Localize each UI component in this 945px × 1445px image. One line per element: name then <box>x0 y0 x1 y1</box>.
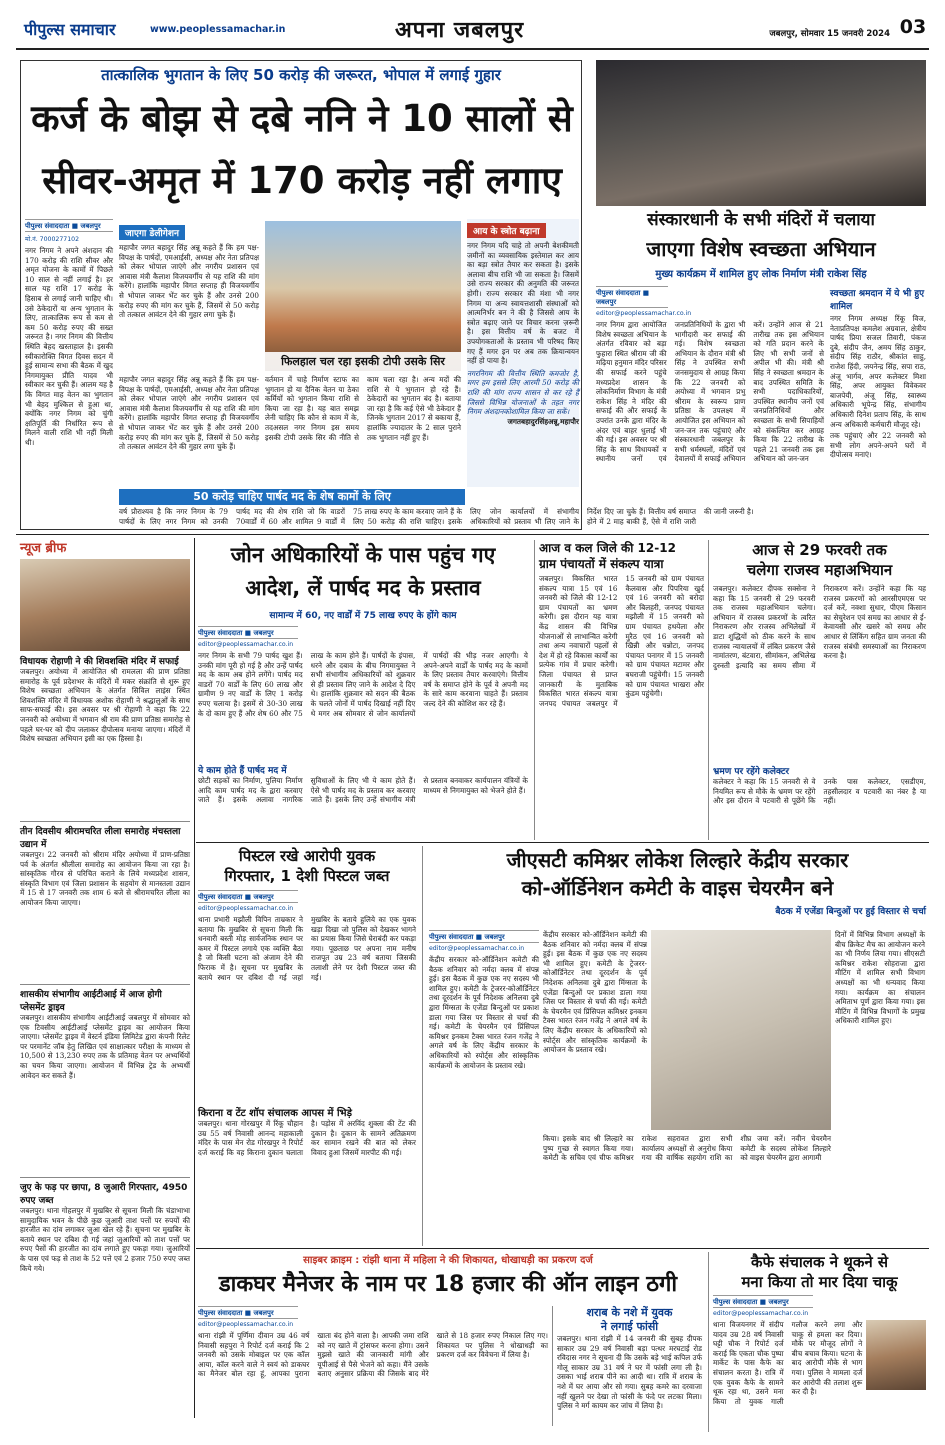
delegation-body: महापौर जगत बहादुर सिंह अन्नू कहते हैं कि हम पक्ष-विपक्ष के पार्षदों, एमआईसी, अध्यक्ष और नेता प्रतिपक्ष को लेकर भोपाल जाएंगे और नगरीय प्रशासन एवं आवास मंत्री कैलाश विजयवर्गीय से यह राशि की मांग करेंगे। हालांकि महापौर विगत सप्ताह ही विजयवर्गीय से भोपाल जाकर भेंट कर चुके हैं और उनसे 200 करोड़ रुपए की मांग कर चुके हैं, जिसमें से 50 करोड़ तो तत्काल आवंटन देने की गुहार लगा चुके हैं। <box>119 243 259 320</box>
temple-subhead: मुख्य कार्यक्रम में शामिल हुए लोक निर्माण मंत्री राकेश सिंह <box>655 269 867 280</box>
pistol-email: editor@peoplessamachar.co.in <box>198 905 294 912</box>
yatra-headline-line1: आज व कल जिले की 12-12 <box>539 541 676 555</box>
pistol-sub-title: किराना व टेंट शॉप संचालक आपस में भिड़े <box>198 1108 352 1119</box>
zone-subhead: सामान्य में 60, नए वार्डों में 75 लाख रुपए के होंगे काम <box>269 611 457 621</box>
gst-bottom-body: किया। इसके बाद श्री लिल्हारे का पुष्प गुच्छ से स्वागत किया गया। कमेटी के सचिव एवं चीफ कमिश्नर राकेश सहरावत द्वारा सभी कार्यालय अध्यक्षों से अनुरोध किया गया की वार्षिक सहयोग राशि का शीघ्र जमा करें। नवीन चेयरमैन कमेटी के सदस्य लोकेश लिल्हारे को वाइस चेयरमैन द्वारा आगामी <box>543 1134 831 1163</box>
temple-side-title: स्वच्छता श्रमदान में ये भी हुए शामिल <box>830 289 925 312</box>
brief-column-rule <box>194 538 195 1418</box>
lead-headline-line1: कर्ज के बोझ से दबे ननि ने 10 सालों से <box>31 97 573 140</box>
revenue-sub-body: कलेक्टर ने कहा कि 15 जनवरी से वे नियमित रूप से मौके के भ्रमण पर रहेंगे और इस दौरान वे पटवारी से पूछेंगे कि उनके पास कलेक्टर, एसडीएम, तहसीलदार व पटवारी का नंबर है या नहीं। <box>713 777 926 806</box>
temple-body: नगर निगम द्वारा आयोजित विशेष स्वच्छता अभियान के अंतर्गत रविवार को बड़ा फुहारा स्थित श्रीराम जी की मढ़िया हनुमान मंदिर परिसर की सफाई करने पहुंचे मध्यप्रदेश शासन के लोकनिर्माण विभाग के मंत्री राकेश सिंह ने मंदिर की सफाई की और सफाई के उपरांत उनके द्वारा मंदिर के अंदर एवं बाहर धुलाई भी की गई। इस अवसर पर श्री सिंह के साथ विधायकों व स्थानीय जनों एवं जनप्रतिनिधियों के द्वारा भी भागीदारी कर सफाई की गई। विशेष स्वच्छता अभियान के दौरान मंत्री श्री सिंह ने उपस्थित सभी जनसमुदाय से आग्रह किया कि 22 जनवरी को अयोध्या में भगवान प्रभु श्रीराम के स्वरूप प्राण प्रतिष्ठा के उपलक्ष्य में आयोजित इस अभियान को जन-जन तक पहुंचाएं और संस्कारधानी जबलपुर के सभी धर्मस्थलों, मंदिरों एवं देवालयों में सफाई अभियान करें। उन्होंने आज से 21 तारीख तक इस अभियान को गति प्रदान करने के लिए भी सभी जनों से अपील भी की। मंत्री श्री सिंह ने स्वच्छता श्रमदान के बाद उपस्थित समिति के सभी पदाधिकारियों, उपस्थित स्थानीय जनों एवं जनप्रतिनिधियों और स्वच्छता के सभी सिपाहियों को संकल्पित कर आग्रह किया कि 22 तारीख के पहले 21 जनवरी तक इस अभियान को जन-जन <box>596 320 824 464</box>
brief-item <box>20 821 190 980</box>
gst-email: editor@peoplessamachar.co.in <box>429 945 525 952</box>
temple-byline: पीपुल्स संवाददाता ■ जबलपुर <box>596 286 668 308</box>
cyber-email: editor@peoplessamachar.co.in <box>198 1321 294 1328</box>
zone-sub-body: छोटी सड़कों का निर्माण, पुलिया निर्माण आदि काम पार्षद मद के द्वारा करवाए जाते हैं। इसके अलावा नागरिक सुविधाओं के लिए भी ये काम होते हैं। ऐसे भी पार्षद मद के प्रस्ताव कर करवाए जाते हैं। इसके लिए उन्हें संभागीय मंत्री से प्रस्ताव बनवाकर कार्यपालन यंत्रियों के माध्यम से निगमायुक्त को भेजने होते हैं। <box>198 776 528 805</box>
pistol-sub-body: जबलपुर। थाना गोरखपुर में रिंकू चौहान उम्र 55 वर्ष निवासी आनन्द महाकाली मंदिर के पास मेन रोड गोरखपुर ने रिपोर्ट दर्ज कराई कि वह किराना दुकान चलाता है। पड़ोस में अरविंद शुक्ला की टेंट की दुकान है। दुकान के सामने अतिक्रमण कर सामान रखने की बात को लेकर विवाद हुआ जिसमें मारपीट की गई। <box>198 1119 416 1157</box>
pistol-story <box>198 846 416 1246</box>
brief-title: तीन दिवसीय श्रीरामचरित लीला समारोह मंचस्तला उद्यान में <box>20 827 181 850</box>
gst-headline-line1: जीएसटी कमिश्नर लोकेश लिल्हारे केंद्रीय सरकार <box>506 848 849 872</box>
photo-caption: फिलहाल चल रहा इसकी टोपी उसके सिर <box>265 352 461 371</box>
brief-item <box>20 654 190 817</box>
yatra-headline-line2: ग्राम पंचायतों में संकल्प यात्रा <box>539 557 664 571</box>
lead-byline: पीपुल्स संवाददाता ■ जबलपुर <box>25 219 113 232</box>
gst-body: केंद्रीय सरकार को-ऑर्डिनेशन कमेटी की बैठक शनिवार को नर्मदा क्लब में संपन्न हुई। इस बैठक में कुछ एक नए सदस्य भी शामिल हुए। कमेटी के ट्रेजरर-कोऑर्डिनेटर तथा दूरदर्शन के पूर्व निदेशक अनिलवा दुबे द्वारा मिंग्सता के एजेंडा बिन्दुओं पर प्रकाश डाला गया जिस पर विस्तार से चर्चा की गई। कमेटी के चेयरमैन एवं प्रिंसिपल कमिश्नर इनकम टैक्स भारत रंजन गजेंद्र ने अगले वर्ष के लिए केंद्रीय सरकार के अधिकारियों को स्पोर्ट्स और सांस्कृतिक कार्यक्रमों के आयोजन के प्रस्ताव रखे। <box>429 955 539 1070</box>
gst-headline-line2: को-ऑर्डिनेशन कमेटी के वाइस चेयरमैन बने <box>521 876 834 900</box>
revenue-story <box>708 540 926 840</box>
zone-headline-line2: आदेश, लें पार्षद मद के प्रस्ताव <box>245 576 481 600</box>
masthead-rule <box>16 48 929 50</box>
zone-email: editor@peoplessamachar.co.in <box>198 641 294 648</box>
zone-byline: पीपुल्स संवाददाता ■ जबलपुर <box>198 626 298 639</box>
lead-main-column <box>25 219 113 487</box>
masthead-logo: पीपुल्स समाचार <box>24 20 116 39</box>
lead-phone: मो.नं. 7000277102 <box>25 236 80 243</box>
revenue-headline-line2: चलेगा राजस्व महाअभियान <box>746 561 893 579</box>
temple-headline-line1: संस्कारधानी के सभी मंदिरों में चलाया <box>647 210 875 230</box>
cafe-headline-line1: कैफे संचालक ने थूकने से <box>750 1253 889 1271</box>
lead-kicker: तात्कालिक भुगतान के लिए 50 करोड़ की जरूरत, भोपाल में लगाई गुहार <box>101 66 501 84</box>
temple-sidebar <box>830 286 926 526</box>
ward-fund-strip-title: 50 करोड़ चाहिए पार्षद मद के शेष कामों के लिए <box>119 489 465 505</box>
liquor-story <box>552 1306 702 1426</box>
cyber-body-block <box>198 1306 548 1426</box>
gst-subhead: बैठक में एजेंडा बिन्दुओं पर हुई विस्तार से चर्चा <box>775 907 926 917</box>
gst-story <box>422 846 926 1246</box>
cafe-illustration <box>866 1320 926 1390</box>
temple-headline-line2: जाएगा विशेष स्वच्छता अभियान <box>646 237 876 261</box>
temple-email: editor@peoplessamachar.co.in <box>596 310 692 317</box>
pistol-headline-line2: गिरफ्तार, 1 देशी पिस्टल जब्त <box>224 867 390 885</box>
municipal-building-photo <box>265 221 461 371</box>
brief-item <box>20 984 190 1173</box>
ward-fund-strip-body: वर्ष प्रौराश्यव है कि नगर निगम के 79 पार्षदों के लिए नगर निगम को उनकी पार्षद मद की शेष राशि जो कि वाडरों 70वार्डों में 60 और शामिल 9 वार्डों में 75 लाख रुपए के काम करवाए जाने हैं के लिए 50 करोड़ की राशि चाहिए। इसके लिए जोन कार्यालयों में संभागीय अधिकारियों को प्रस्ताव भी लिए जाने के निर्देश दिए जा चुके हैं। वित्तीय वर्ष समाप्त होने में 2 माह बाकी हैं, ऐसे में राशि जारी की जानी जरूरी है। <box>119 507 754 526</box>
upper-section-rule <box>16 534 929 535</box>
masthead-section: अपना जबलपुर <box>395 18 525 43</box>
temple-tail: तक पहुंचाएं और 22 जनवरी को सभी लोग अपने-अपने घरों में दीपोत्सव मनाएं। <box>830 431 926 460</box>
brief-body: जबलपुर। 22 जनवरी को श्रीराम मंदिर अयोध्या में प्राण-प्रतिष्ठा पर्व के अंतर्गत श्रीलीला समारोह का आयोजन किया जा रहा है। सांस्कृतिक गौरव से परिचित कराने के लिये मध्यप्रदेश शासन, संस्कृति विभाग एवं जिला प्रशासन के सहयोग से मानस्तला उद्यान में 15 से 17 जनवरी तक शाम 6 बजे से श्रीरामचरित लीला का आयोजन किया जाएगा। <box>20 850 190 907</box>
revenue-body: जबलपुर। कलेक्टर दीपक सक्सेना ने कहा कि 15 जनवरी से 29 फरवरी तक राजस्व महाअभियान चलेगा। अभियान में राजस्व प्रकरणों के त्वरित निराकरण और राजस्व अभिलेखों में डाटा शुद्धियों को ठीक करने के साथ राजस्व न्यायालयों में लंबित प्रकरण जैसे नामांतरण, बंटवारा, सीमांकन, अभिलेख दुरुस्ती इत्यादि का समय सीमा में निराकरण करें। उन्होंने कहा कि यह राजस्व प्रकरणों को आरसीएमएस पर दर्ज करें, नक्शा सुधार, पीएम किसान का सेचुरेशन एवं समग्र का आधार से ई-केवायसी और खसरे को समग्र और आधार से लिंकिंग सहित ग्राम जनता की राजस्व संबंधी समस्याओं का निराकरण करना है। <box>713 584 926 670</box>
cafe-headline-line2: मना किया तो मार दिया चाकू <box>741 1273 898 1291</box>
mayor-sign: जगतबहादुरसिंहअन्नू,महापौर <box>507 416 579 426</box>
cafe-body: थाना विजयनगर में संदीप यादव उम्र 28 वर्ष निवासी घट्टी चौक ने रिपोर्ट दर्ज कराई कि एकता चौक पुष्पा मार्केट के पास कैफे का संचालन करता है। रात्रि में एक युवक कैफे के सामने थूक रहा था, उसने मना किया तो युवक गाली गलौज करने लगा और चाकू से हमला कर दिया। मौके पर मौजूद लोगों ने बीच बचाव किया। घटना के बाद आरोपी मौके से भाग गया। पुलिस ने मामला दर्ज कर आरोपी की तलाश शुरू कर दी है। <box>713 1320 863 1406</box>
gst-mid-column: केंद्रीय सरकार को-ऑर्डिनेशन कमेटी की बैठक शनिवार को नर्मदा क्लब में संपन्न हुई। इस बैठक में कुछ एक नए सदस्य भी शामिल हुए। कमेटी के ट्रेजरर-कोऑर्डिनेटर तथा दूरदर्शन के पूर्व निदेशक अनिलवा दुबे द्वारा मिंग्सता के एजेंडा बिन्दुओं पर प्रकाश डाला गया जिस पर विस्तार से चर्चा की गई। कमेटी के चेयरमैन एवं प्रिंसिपल कमिश्नर इनकम टैक्स भारत रंजन गजेंद्र ने अगले वर्ष के लिए केंद्रीय सरकार के अधिकारियों को स्पोर्ट्स और सांस्कृतिक कार्यक्रमों के आयोजन के प्रस्ताव रखे। <box>543 930 647 1055</box>
masthead-dateline: जबलपुर, सोमवार 15 जनवरी 2024 <box>769 29 890 39</box>
gst-right-column: दिनों में विभिन्न विभाग अध्यक्षों के बीच क्रिकेट मैच का आयोजन करने का भी निर्णय लिया गया। सीएसटी कमिश्नर राकेश सोहराजा द्वारा मीटिंग में शामिल सभी विभाग अध्यक्षों का भी धन्यवाद किया गया। कार्यक्रम का संचालन अमिताभ पूर्ण द्वारा किया गया। इस मीटिंग में विभिन्न विभागों के प्रमुख अधिकारी शामिल हुए। <box>835 930 925 1026</box>
cyber-body: थाना रांझी में पूर्णिमा दीवान उम्र 46 वर्ष निवासी सहपुरा ने रिपोर्ट दर्ज कराई कि 2 जनवरी को उसके मोबाइल पर एक कॉल आया, कॉल करने वाले ने स्वयं को डाकघर का मैनेजर बोल रहा हूं, आपका पुराना खाता बंद होने वाला है। आपकी जमा राशि को नए खाते में ट्रांसफर करना होगा। उसने मुझसे खाते की जानकारी मांगी और यूपीआई से पैसे भेजने को कहा। मैंने उसके बताए अनुसार प्रक्रिया की जिसके बाद मेरे खाते से 18 हजार रुपए निकाल लिए गए। शिकायत पर पुलिस ने धोखाधड़ी का प्रकरण दर्ज कर विवेचना में लिया है। <box>198 1331 548 1379</box>
mayor-quote: नगरनिगम की वित्तीय स्थिति कमजोर है, मगर हम इससे लिए आरमी 50 करोड़ की राशि की मांग राज्य शासन से कर रहे हैं जिससे विभिन्न योजनाओं के तहत नगर निगम अंशदानकोशामिल किया जा सकें। <box>467 368 579 417</box>
zone-headline-line1: जोन अधिकारियों के पास पहुंच गए <box>230 543 496 567</box>
cyber-headline: डाकघर मैनेजर के नाम पर 18 हजार की ऑन लाइन ठगी <box>218 1272 678 1297</box>
income-sidebar <box>467 219 579 487</box>
masthead <box>0 0 945 50</box>
pistol-headline-line1: पिस्टल रखे आरोपी युवक <box>238 847 376 865</box>
gst-meeting-photo <box>651 930 831 1130</box>
cyber-kicker: साइबर क्राइम : रांझी थाना में महिला ने की शिकायत, धोखाधड़ी का प्रकरण दर्ज <box>303 1255 593 1266</box>
page-number: 03 <box>899 16 927 38</box>
lower-section-rule <box>196 1248 929 1249</box>
income-tag: आय के स्त्रोत बढ़ाना <box>467 223 546 238</box>
gst-left-column <box>429 930 539 1130</box>
cafe-byline: पीपुल्स संवाददाता ■ जबलपुर <box>713 1295 813 1308</box>
cyber-byline: पीपुल्स संवाददाता ■ जबलपुर <box>198 1306 298 1319</box>
masthead-website: www.peoplessamachar.in <box>150 24 286 35</box>
pistol-byline: पीपुल्स संवाददाता ■ जबलपुर <box>198 890 298 903</box>
brief-body: जबलपुर। शासकीय संभागीय आईटीआई जबलपुर में सोमवार को एक टिवसीय आईटीआई प्लेसमेंट ड्राइव का आयोजन किया जाएगा। प्लेसमेंट ड्राइव में वेस्टर्न इंडिया लिमिटेड द्वारा कंपनी रिलेट पर परमानेंट जॉब हेतु लिखित एवं साक्षात्कार परीक्षा के माध्यम से 10,500 से 13,230 रुपए तक के प्रतिमाह वेतन पर अभ्यर्थियों का चयन किया जाएगा। आयोजन में विभिन्न ट्रेड के अभ्यर्थी आवेदन कर सकते हैं। <box>20 1013 190 1080</box>
middle-section-rule <box>196 842 929 843</box>
pistol-body: थाना प्रभारी मझौली विपिन ताम्रकार ने बताया कि मुखबिर से सूचना मिली कि धनवारी बस्ती मोड़ सार्वजनिक स्थान पर कमर में पिस्टल लगाये एक व्यक्ति बैठा है जो किसी घटना को अंजाम देने की फिराक में है। सूचना पर मुखबिर के बताये स्थान पर दबिश दी गई जहां मुखबिर के बताये हुलिये का एक युवक खड़ा दिखा जो पुलिस को देखकर भागने का प्रयास किया जिसे घेराबंदी कर पकड़ा गया। पूछताछ पर अपना नाम मनीष राजपूत उम्र 23 वर्ष बताया जिसकी तलाशी लेने पर देशी पिस्टल जब्त की गई। <box>198 915 416 982</box>
revenue-headline-line1: आज से 29 फरवरी तक <box>752 541 887 559</box>
cafe-story <box>708 1252 926 1432</box>
lead-body: नगर निगम ने अपने अंशदान की 170 करोड़ की राशि सीवर और अमृत योजना के कामों में पिछले 10 साल से नहीं लगाई है। हर साल यह राशि 17 करोड़ के हिसाब से लगाई जानी चाहिए थी। उसे ठेकेदारों या अन्य भुगतान के लिए, तात्कालिक रूप से कम से कम 50 करोड़ रुपए की सख्त जरूरत है। नगर निगम की वित्तीय स्थिति बेहद खस्ताहाल है। इसकी स्वीकारोक्ति विगत दिवस सदन में हुई सामान्य सभा की बैठक में खुद निगमायुक्त प्रीति यादव भी स्वीकार कर चुकी हैं। आलम यह है कि विगत माह वेतन का भुगतान भी बेहद मुश्किल से हुआ था, क्योंकि नगर निगम को चुंगी क्षतिपूर्ति की निर्धारित रूप से मिलने वाली राशि भी नहीं मिली थी। <box>25 246 113 447</box>
news-brief-column <box>20 538 190 1418</box>
liquor-headline-line1: शराब के नशे में युवक <box>586 1306 673 1319</box>
zone-sub-title: ये काम होते हैं पार्षद मद में <box>198 766 287 776</box>
temple-body-block <box>596 286 824 526</box>
lead-box-continuation: महापौर जगत बहादुर सिंह अन्नू कहते हैं कि हम पक्ष-विपक्ष के पार्षदों, एमआईसी, अध्यक्ष और नेता प्रतिपक्ष को लेकर भोपाल जाएंगे और नगरीय प्रशासन एवं आवास मंत्री कैलाश विजयवर्गीय से यह राशि की मांग करेंगे। हालांकि महापौर विगत सप्ताह ही विजयवर्गीय से भोपाल जाकर भेंट कर चुके हैं और उनसे 200 करोड़ रुपए की मांग कर चुके हैं, जिसमें से 50 करोड़ तो तत्काल आवंटन देने की गुहार लगा चुके हैं। <box>119 375 259 452</box>
brief-item <box>20 1177 190 1346</box>
delegation-tag: जाएगा डेलीगेशन <box>119 225 185 240</box>
lead-headline-line2: सीवर-अमृत में 170 करोड़ नहीं लगाए <box>42 159 562 202</box>
liquor-body: जबलपुर। थाना रांझी में 14 जनवरी की सुबह दीपक साकार उम्र 29 वर्ष निवासी बड़ा पत्थर मरघटाई रोड रविदास नगर ने सूचना दी कि उसके बड़े भाई कपिल उर्फ गोलू साकार उम्र 31 वर्ष ने घर में फांसी लगा ली है। उसका भाई शराब पीने का आदी था। रात्रि में शराब के नशे में घर आया और सो गया। सुबह कमरे का दरवाजा नहीं खुलने पर देखा तो फांसी के फंदे पर लटका मिला। पुलिस ने मर्ग कायम कर जांच में लिया है। <box>557 1334 702 1411</box>
zone-body: नगर निगम के सभी 79 पार्षद खुश हैं। उनकी मांग पूरी हो गई है और उन्हें पार्षद मद के काम अब होने लगेंगे। पार्षद मद वाडरों 70 वार्डों के लिए 60 लाख और ग्रामीण 9 नए वार्डों के लिए 1 करोड़ रुपए चलाया है। इसमें से 30-30 लाख के दो काम हुए हैं और शेष 60 और 75 लाख के काम होने हैं। पार्षदों के इंपास, धरने और दबाव के बीच निगमायुक्त ने सभी संभागीय अधिकारियों को शुक्रवार से ही प्रस्ताव लिए जाने के आदेश दे दिए थे। हालांकि शुक्रवार को सदन की बैठक के चलते जोनों में पार्षद दिखाई नहीं दिए थे मगर अब सोमवार से जोन कार्यालयों में पार्षदों की भीड़ नजर आएगी। ये अपने-अपने वार्डों के पार्षद मद के कामों के लिए प्रस्ताव तैयार करवाएंगे। वित्तीय वर्ष के समाप्त होने के पूर्व वे अपनी मद के सारे काम करवाना चाहते हैं। प्रस्ताव जल्द देने की कोशिश कर रहे हैं। <box>198 651 528 718</box>
zone-body-block <box>198 626 528 840</box>
brief-title: शासकीय संभागीय आईटीआई में आज होगी प्लेसमेंट ड्राइव <box>20 990 162 1013</box>
news-brief-label: न्यूज ब्रीफ <box>20 541 67 556</box>
brief-photo <box>20 559 190 651</box>
gst-byline: पीपुल्स संवाददाता ■ जबलपुर <box>429 930 539 943</box>
delegation-box <box>119 221 259 371</box>
revenue-sub-title: भ्रमण पर रहेंगे कलेक्टर <box>713 767 790 777</box>
cafe-email: editor@peoplessamachar.co.in <box>713 1310 809 1317</box>
yatra-story <box>534 540 704 840</box>
liquor-headline-line2: ने लगाई फांसी <box>600 1320 659 1333</box>
brief-body: जबलपुर। थाना गोहलपुर में मुखबिर से सूचना मिली कि चंडाभाभा सामुदायिक भवन के पीछे कुछ जुआरी ताश पत्तों पर रुपयों की हारजीत का दांव लगाकर जुआ खेल रहे हैं। सूचना पर मुखबिर के बताये स्थान पर दबिश दी गई जहां जुआरियों को ताश पत्तों पर रुपए पैसों की हारजीत का दांव लगाते हुए पकड़ा गया। जुआरियों के पास एवं फड़ से ताश के 52 पत्ते एवं 2 हजार 750 रुपए जब्त किये गये। <box>20 1206 190 1273</box>
yatra-body: जबलपुर। विकसित भारत संकल्प यात्रा 15 एवं 16 जनवरी को जिले की 12-12 ग्राम पंचायतों का भ्रमण करेगी। इस दौरान यह यात्रा केंद्र शासन की विभिन्न योजनाओं से लाभान्वित करेगी तथा अन्य नवाचारों पहलों से देश में हो रहे विकास कार्यों का प्रत्येक गांव में प्रचार करेगी। जिला पंचायत से प्राप्त जानकारी के मुताबिक विकसित भारत संकल्प यात्रा जनपद पंचायत जबलपुर में 15 जनवरी को ग्राम पंचायत कैलवास और पिपरिया खुर्द एवं 16 जनवरी को बरोदा और बिलहरी, जनपद पंचायत मझौली में 15 जनवरी को ग्राम पंचायत हथयेला और मुरैठ एवं 16 जनवरी को खिन्नी और चन्नोटा, जनपद पंचायत पनागर में 15 जनवरी को ग्राम पंचायत मटामर और बघराजी पहुंचेगी। 15 जनवरी को ग्राम पंचायत भाखरा और कुंडम पहुंचेगी। <box>539 574 704 708</box>
brief-title: जुए के फड़ पर छापा, 8 जुआरी गिरफ्तार, 4950 रुपए जब्त <box>20 1183 188 1206</box>
lead-photo-text: वर्तमान में चाहे निर्माण स्टाफ का भुगतान हो या दैनिक वेतन या ठेका कर्मियों को भुगतान किया राशि से किया जा रहा है। यह बात समझ लेनी चाहिए कि कौन से काम में के, तदअसल नगर निगम इस समय इसकी टोपी उसके सिर की नीति से काम चला रहा है। अन्य मदों की राशि से ये भुगतान हो रहे हैं। ठेकेदारों का भुगतान बंद है। बताया जा रहा है कि कई ऐसे भी ठेकेदार हैं जिनके भुगतान 2017 से बकाया हैं, हालांकि ज्यादातर के 2 साल पुराने तक भुगतान नहीं हुए हैं। <box>265 375 461 442</box>
brief-title: विधायक रोहाणी ने की शिवशक्ति मंदिर में सफाई <box>20 657 179 667</box>
temple-side-body: नगर निगम अध्यक्ष रिंकू विज, नेताप्रतिपक्ष कमलेश अग्रवाल, क्षेत्रीय पार्षद प्रिया सजल तिवारी, पंकज दुबे, संदीप जैन, अमय सिंह ठाकुर, संदीप सिंह राठौर, श्रीकांत साहु, राजेश हिंदी, जयनेन्द्र सिंह, सपा राठ, अंजू भार्गव, अपर कलेक्टर मिशा सिंह, अपर आयुक्त विवेकवर बाजपेयी, अंजू सिंह, स्वास्थ्य अधिकारी भूपेन्द्र सिंह, संभागीय अधिकारी दिनेश प्रताप सिंह, के साथ अन्य अधिकारी कर्मचारी मौजूद रहे। <box>830 314 926 429</box>
income-body: नगर निगम यदि चाहे तो अपनी बेशकीमती जमीनों का व्यवसायिक इस्तेमाल कर आय का बड़ा स्त्रोत तैयार कर सकता है। इसके अलावा बीच राशि भी जा सकता है। जिसमें उसे राज्य सरकार की अनुमति की जरूरत होगी। राज्य सरकार की मंशा भी नगर निगम या अन्य स्वायत्तशासी संस्थाओं को आत्मनिर्भर बन ने की है जिससे आय के स्त्रोत बढ़ाए जाने पर विचार करना ज़रूरी है। इस वित्तीय वर्ष के बजट में उपयोगकताओं के प्रस्ताव भी परिषद किए गए हैं मगर इन पर अब तक क्रियान्वयन नहीं हो पाया है। <box>467 241 579 366</box>
cleanliness-drive-photo <box>596 60 926 206</box>
brief-body: जबलपुर। अयोध्या में आयोजित श्री रामलला की प्राण प्रतिष्ठा समारोह के पूर्व प्रदेशभर के मंदिरों में मकर संक्रांति से शुरू हुए विशेष स्वच्छता अभियान के अंतर्गत सिविल लाइंस स्थित शिवशक्ति मंदिर में विधायक अशोक रोहाणी ने श्रद्धालुओं के साथ साफ-सफाई की। इस अवसर पर श्री रोहाणी ने कहा कि 22 जनवरी को अयोध्या में भगवान श्री राम की प्राण प्रतिष्ठा समारोह से पहले घर-घर को दीप जलाकर दीपोत्सव मनाया जाएगा। मंदिरों में विशेष स्वच्छता अभियान इसी का एक हिस्सा है। <box>20 667 190 744</box>
